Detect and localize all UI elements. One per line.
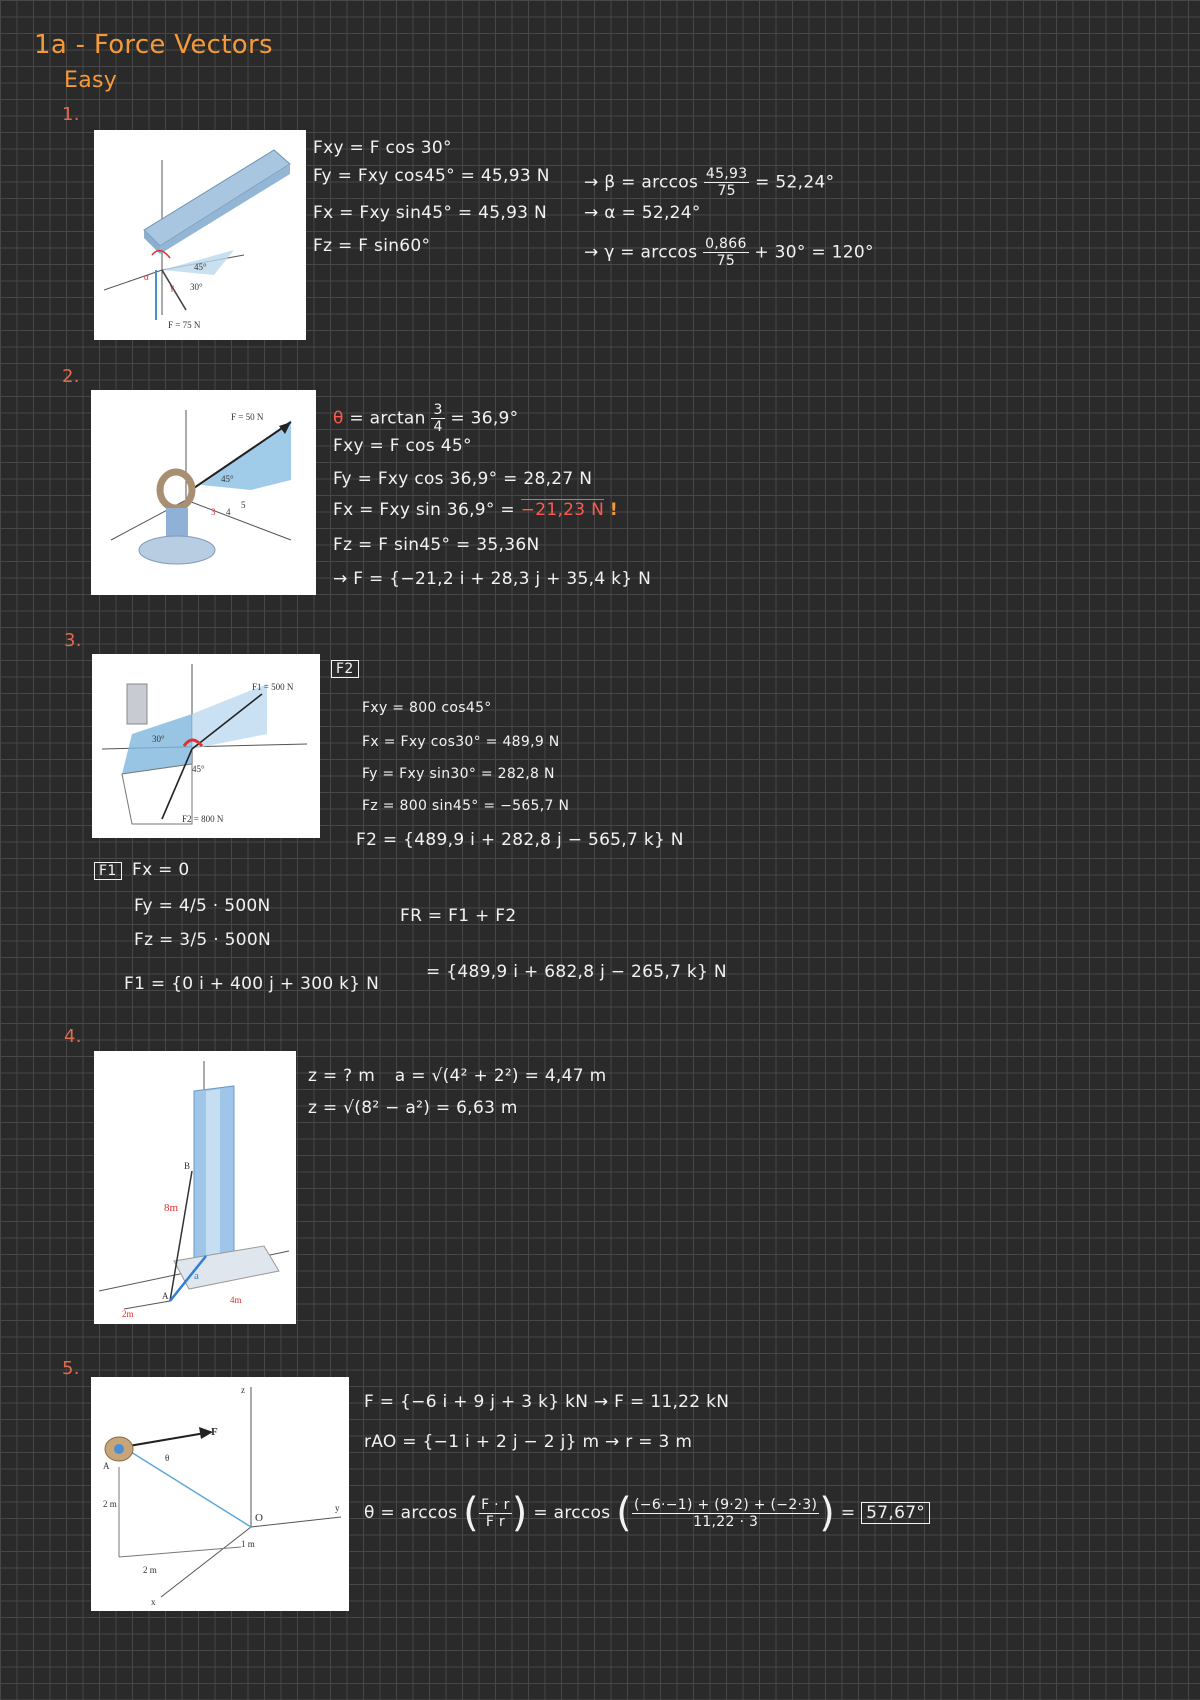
p5-paren-open-2: ( — [616, 1490, 633, 1536]
p3-resultant-line-2: = {489,9 i + 682,8 j − 265,7 k} N — [426, 962, 727, 982]
p5-theta-num: F · r — [481, 1496, 510, 1513]
p1-gamma-label: → γ = arccos — [584, 242, 698, 263]
p5-line-2: rAO = {−1 i + 2 j − 2 j} m → r = 3 m — [364, 1432, 693, 1452]
p5-paren-close-2: ) — [819, 1490, 836, 1536]
p5-dim-1: 2 m — [103, 1499, 117, 1509]
p1-angle-b: 30° — [190, 282, 203, 292]
p2-warning-mark: ! — [609, 500, 618, 520]
p2-force-label: F = 50 N — [231, 412, 264, 422]
p2-line-2: Fy = Fxy cos 36,9° = 28,27 N — [333, 469, 593, 489]
problem-1-figure — [94, 130, 306, 340]
p3-f1-tag: F1 — [94, 862, 122, 880]
p1-line-4: Fz = F sin60° — [313, 236, 431, 256]
p4-point-b: B — [184, 1161, 191, 1171]
p4-length: 8m — [164, 1202, 179, 1214]
p1-frac1-den: 75 — [717, 183, 736, 199]
p4-a-expression: a = √(4² + 2²) = 4,47 m — [394, 1066, 607, 1086]
p3-f1-label: F1 = 500 N — [252, 682, 294, 692]
p3-f1-line-2: Fy = 4/5 · 500N — [134, 896, 271, 916]
problem-2-figure — [91, 390, 316, 595]
p3-f1-line-3: Fz = 3/5 · 500N — [134, 930, 271, 950]
p4-line-1 — [308, 1066, 606, 1086]
p5-theta-line — [364, 1490, 930, 1536]
page-title: 1a - Force Vectors — [34, 30, 273, 60]
p1-frac2-den: 75 — [716, 253, 736, 269]
p1-line-2: Fy = Fxy cos45° = 45,93 N — [313, 166, 550, 186]
p5-expr-num: (−6·−1) + (9·2) + (−2·3) — [634, 1496, 818, 1513]
p5-theta-label: θ = arccos — [364, 1503, 458, 1523]
p2-theta-symbol: θ — [333, 408, 344, 429]
p3-f2-line-5: F2 = {489,9 i + 282,8 j − 565,7 k} N — [356, 830, 684, 850]
p3-resultant-line-1: FR = F1 + F2 — [400, 906, 517, 926]
p1-beta-line — [584, 166, 834, 199]
problem-3-figure — [92, 654, 320, 838]
p1-beta-fraction — [704, 166, 750, 199]
p5-dim-3: 1 m — [241, 1539, 255, 1549]
p5-result: 57,67° — [861, 1502, 930, 1524]
p3-f2-line-2: Fx = Fxy cos30° = 489,9 N — [362, 734, 560, 750]
p1-line-1: Fxy = F cos 30° — [313, 138, 452, 158]
p4-dx: 2m — [122, 1309, 134, 1319]
p5-axis-z: z — [241, 1385, 245, 1395]
p5-mid-label: = arccos — [533, 1503, 611, 1523]
problem-4-number: 4. — [64, 1026, 82, 1047]
p1-alpha-line: → α = 52,24° — [584, 203, 701, 223]
p1-force-label: F = 75 N — [168, 320, 201, 330]
p4-z-unknown: z = ? m — [308, 1066, 376, 1086]
p2-line-3-text: Fx = Fxy sin 36,9° = — [333, 500, 515, 520]
p5-axis-y: y — [335, 1503, 340, 1513]
p4-a-label: a — [194, 1270, 199, 1282]
p5-point-a: A — [103, 1461, 110, 1471]
p2-fx-value: −21,23 N — [520, 500, 605, 520]
p1-gamma-value: + 30° = 120° — [754, 242, 874, 263]
p5-force-label: F — [211, 1426, 218, 1438]
p5-axis-x: x — [151, 1597, 156, 1607]
p3-f2-label: F2 = 800 N — [182, 814, 224, 824]
p2-theta-num: 3 — [433, 402, 443, 418]
p5-point-o: O — [255, 1512, 263, 1524]
p2-theta-fraction — [431, 402, 444, 435]
p1-angle-a: 45° — [194, 262, 207, 272]
p1-beta-label: → β = arccos — [584, 172, 699, 193]
p3-angle2: 45° — [192, 764, 205, 774]
p3-angle1: 30° — [152, 734, 165, 744]
p1-beta-value: = 52,24° — [755, 172, 835, 193]
p4-line-2: z = √(8² − a²) = 6,63 m — [308, 1098, 518, 1118]
p1-gamma-line — [584, 236, 874, 269]
p1-gamma-fraction — [703, 236, 749, 269]
p5-theta-label: θ — [165, 1453, 170, 1463]
p4-point-a: A — [162, 1291, 169, 1301]
p2-d2: 4 — [226, 507, 231, 517]
p2-line-4: Fz = F sin45° = 35,36N — [333, 535, 540, 555]
p5-dim-2: 2 m — [143, 1565, 157, 1575]
p2-d1: 3 — [211, 507, 216, 517]
p1-alpha: α — [144, 272, 149, 282]
p1-frac1-num: 45,93 — [705, 166, 748, 182]
problem-5-figure — [91, 1377, 349, 1611]
p3-f1-line-4: F1 = {0 i + 400 j + 300 k} N — [124, 974, 380, 994]
p5-paren-close-1: ) — [511, 1490, 528, 1536]
problem-1-number: 1. — [62, 104, 80, 125]
problem-3-number: 3. — [64, 630, 82, 651]
p5-expr-den: 11,22 · 3 — [693, 1513, 759, 1530]
p2-d3: 5 — [241, 500, 246, 510]
p2-theta-value: = 36,9° — [450, 408, 519, 429]
problem-2-number: 2. — [62, 366, 80, 387]
p2-line-5: → F = {−21,2 i + 28,3 j + 35,4 k} N — [333, 569, 652, 589]
p5-theta-den: F r — [485, 1513, 505, 1530]
p4-dy: 4m — [230, 1295, 242, 1305]
p5-expr-fraction — [632, 1497, 819, 1530]
p5-theta-fraction — [479, 1497, 512, 1530]
p3-f1-line-1: Fx = 0 — [132, 860, 190, 880]
problem-4-figure — [94, 1051, 296, 1324]
p1-frac2-num: 0,866 — [705, 236, 747, 252]
p5-paren-open-1: ( — [463, 1490, 480, 1536]
problem-5-number: 5. — [62, 1358, 80, 1379]
p3-f2-line-1: Fxy = 800 cos45° — [362, 700, 492, 716]
page-subtitle: Easy — [64, 68, 118, 93]
p3-f2-line-3: Fy = Fxy sin30° = 282,8 N — [362, 766, 555, 782]
p3-f2-line-4: Fz = 800 sin45° = −565,7 N — [362, 798, 570, 814]
p2-theta-line — [333, 402, 518, 435]
p2-theta-label: = arctan — [349, 408, 426, 429]
p3-f2-tag: F2 — [331, 660, 359, 678]
p5-line-1: F = {−6 i + 9 j + 3 k} kN → F = 11,22 kN — [364, 1392, 730, 1412]
p5-equals: = — [840, 1503, 856, 1523]
p2-theta-den: 4 — [433, 419, 443, 435]
p2-line-3 — [333, 500, 618, 520]
p2-angle: 45° — [221, 474, 234, 484]
p2-line-1: Fxy = F cos 45° — [333, 436, 472, 456]
p1-gamma: γ — [170, 282, 174, 292]
p1-line-3: Fx = Fxy sin45° = 45,93 N — [313, 203, 548, 223]
